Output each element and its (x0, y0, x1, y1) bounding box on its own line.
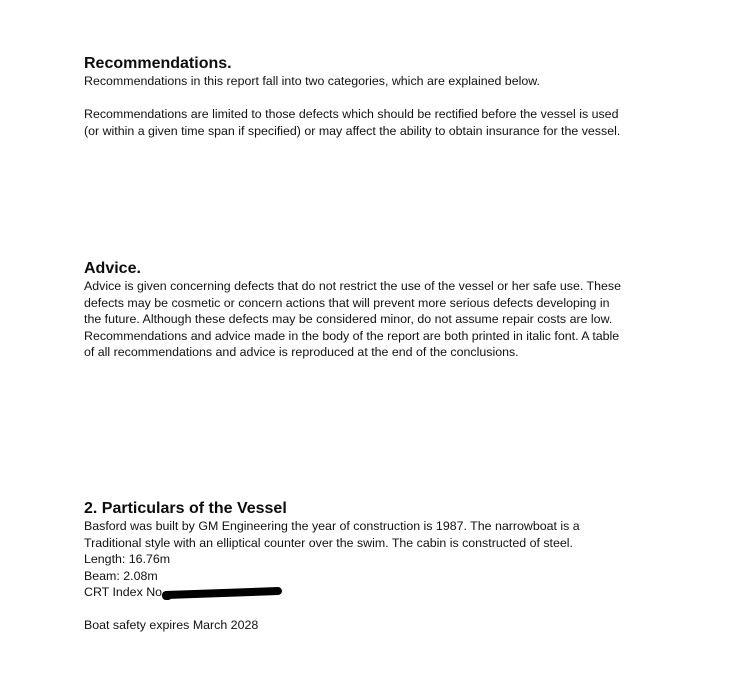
particulars-description-line: Traditional style with an elliptical counter over the swim. The cabin is constructed of steel. (84, 535, 573, 550)
advice-heading: Advice. (84, 260, 141, 277)
crt-index-label: CRT Index No (84, 585, 163, 599)
crt-index-row (84, 584, 724, 601)
boat-safety-expiry: Boat safety expires March 2028 (84, 618, 259, 632)
redaction-bar (162, 587, 282, 599)
advice-paragraph-line: Advice is given concerning defects that do not restrict the use of the vessel or her safe use. These (84, 279, 621, 293)
vessel-length: Length: 16.76m (84, 552, 171, 566)
advice-paragraph-line: defects may be cosmetic or concern actions that will prevent more serious defects developing in (84, 295, 610, 310)
spacer (84, 90, 724, 107)
particulars-heading: 2. Particulars of the Vessel (84, 500, 287, 517)
redaction-mark (162, 584, 282, 600)
recommendations-section (84, 55, 724, 139)
advice-paragraph-line: Recommendations and advice made in the body of the report are both printed in italic font. A table (84, 328, 620, 343)
recommendations-paragraph-line: (or within a given time span if specified) or may affect the ability to obtain insurance for the vessel. (84, 123, 621, 138)
vessel-beam: Beam: 2.08m (84, 568, 158, 583)
advice-paragraph-line: the future. Although these defects may be considered minor, do not assume repair costs are low. (84, 312, 613, 326)
recommendations-paragraph-line: Recommendations are limited to those defects which should be rectified before the vessel is used (84, 107, 619, 121)
spacer (84, 601, 724, 618)
advice-section (84, 260, 724, 361)
particulars-description-line: Basford was built by GM Engineering the year of construction is 1987. The narrowboat is a (84, 519, 580, 533)
recommendations-heading: Recommendations. (84, 55, 232, 72)
particulars-section (84, 500, 724, 634)
advice-paragraph-line: of all recommendations and advice is reproduced at the end of the conclusions. (84, 345, 519, 359)
recommendations-intro: Recommendations in this report fall into two categories, which are explained below. (84, 74, 540, 88)
